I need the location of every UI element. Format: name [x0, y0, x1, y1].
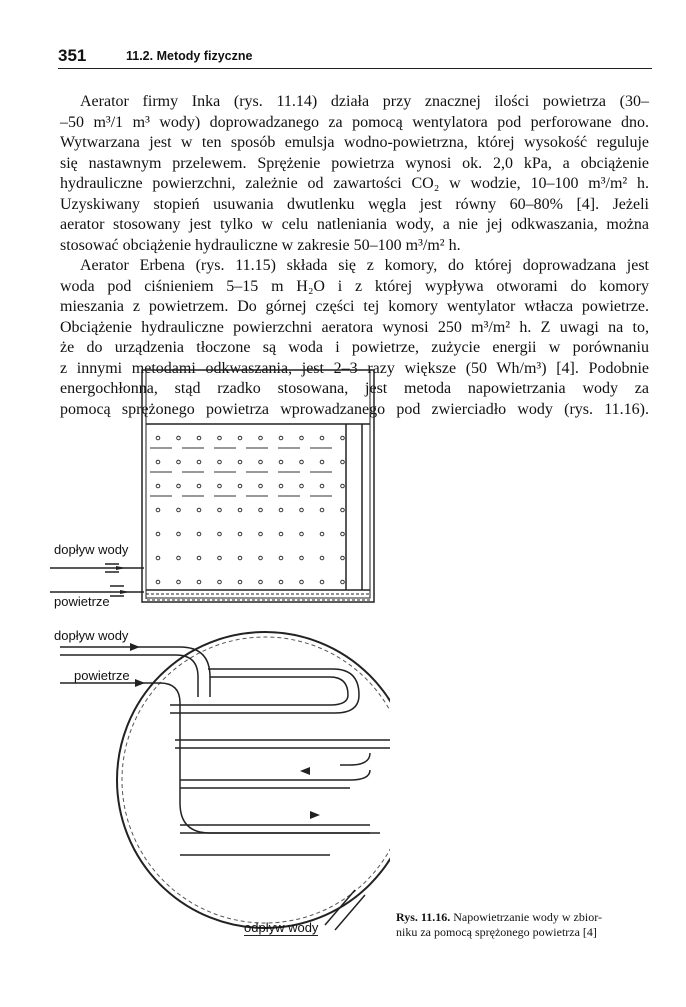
arrow-icon: [300, 767, 310, 775]
perforation-dot: [279, 532, 283, 536]
text-line: mieszania z powietrzem. Do górnej części tej komory wentylator wtłacza powietrze.: [60, 298, 649, 315]
perforation-dot: [197, 436, 201, 440]
perforation-dot: [177, 556, 181, 560]
perforation-dot: [320, 556, 324, 560]
label-water-outlet: odpływ wody: [244, 920, 319, 935]
perforation-dot: [218, 532, 222, 536]
perforation-dot: [197, 484, 201, 488]
perforation-dot: [156, 556, 160, 560]
perforation-dot: [218, 484, 222, 488]
figure-caption: [396, 910, 646, 940]
text-line: Aerator Erbena (rys. 11.15) składa się z komory, do której doprowadzana jest: [80, 257, 649, 274]
perforation-dot: [279, 484, 283, 488]
perforation-dot: [156, 580, 160, 584]
text-line: aerator stosowany jest tylko w celu natleniania wody, a nie jej odkwaszania, można: [60, 216, 649, 233]
perforation-dot: [300, 436, 304, 440]
label-water-inlet-2: dopływ wody: [54, 628, 129, 643]
caption-text: Napowietrzanie wody w zbior-: [453, 910, 602, 924]
perforation-dot: [259, 460, 263, 464]
text-line: woda pod ciśnieniem 5–15 m H₂O i z której wypływa otworami do komory: [60, 278, 649, 295]
perforation-dot: [300, 532, 304, 536]
perforation-dot: [238, 580, 242, 584]
caption-text-2: niku za pomocą sprężonego powietrza [4]: [396, 925, 597, 939]
page-number: 351: [58, 46, 87, 65]
perforation-dot: [238, 556, 242, 560]
perforation-dot: [259, 556, 263, 560]
perforation-dot: [177, 508, 181, 512]
perforation-dot: [156, 484, 160, 488]
perforation-dot: [320, 532, 324, 536]
perforation-dot: [341, 460, 345, 464]
perforation-dot: [177, 484, 181, 488]
arrow-icon: [135, 679, 145, 687]
text-line: –50 m³/1 m³ wody) doprowadzanego za pomocą wentylatora pod perforowane dno.: [60, 114, 649, 131]
perforation-dot: [279, 436, 283, 440]
text-line: pomocą sprężonego powietrza wprowadzanego pod zwierciadło wody (rys. 11.16).: [60, 401, 649, 418]
text-line: Aerator firmy Inka (rys. 11.14) działa przy znacznej ilości powietrza (30–: [80, 93, 649, 110]
text-line: Uzyskiwany stopień usuwania dwutlenku węgla jest równy 60–80% [4]. Jeżeli: [60, 196, 649, 213]
perforation-dot: [238, 460, 242, 464]
perforation-dot: [259, 436, 263, 440]
section-title: 11.2. Metody fizyczne: [126, 49, 253, 63]
text-line: się nastawnym przelewem. Sprężenie powietrza wynosi ok. 2,0 kPa, a obciążenie: [60, 155, 649, 172]
perforation-dot: [259, 532, 263, 536]
arrow-icon: [120, 590, 130, 594]
perforation-dot: [156, 508, 160, 512]
perforation-dot: [259, 484, 263, 488]
perforation-dot: [156, 460, 160, 464]
aerator-tank-diagram: [50, 368, 380, 613]
text-line: hydrauliczne powierzchni, zależnie od zawartości CO₂ w wodzie, 10–100 m³/m² h.: [60, 175, 649, 192]
perforation-dot: [197, 556, 201, 560]
perforation-dot: [259, 580, 263, 584]
perforation-dot: [320, 460, 324, 464]
perforation-dot: [300, 556, 304, 560]
perforation-dot: [320, 508, 324, 512]
perforation-dot: [177, 460, 181, 464]
perforation-dot: [218, 460, 222, 464]
perforation-dot: [259, 508, 263, 512]
perforation-dot: [197, 460, 201, 464]
perforation-dot: [156, 532, 160, 536]
perforation-dot: [341, 436, 345, 440]
perforation-dot: [156, 436, 160, 440]
caption-number: Rys. 11.16.: [396, 910, 451, 924]
perforation-dot: [300, 508, 304, 512]
label-water-inlet: dopływ wody: [54, 542, 129, 557]
perforation-dot: [279, 508, 283, 512]
perforation-dot: [218, 508, 222, 512]
arrow-icon: [130, 643, 140, 651]
perforation-dot: [341, 484, 345, 488]
perforation-dot: [197, 580, 201, 584]
perforation-dot: [320, 484, 324, 488]
perforation-dot: [177, 436, 181, 440]
perforation-dot: [341, 556, 345, 560]
perforation-dot: [300, 460, 304, 464]
perforation-dot: [238, 532, 242, 536]
text-line: Wytwarzana jest w ten sposób emulsja wodno-powietrzna, której wysokość reguluje: [60, 134, 649, 151]
perforation-dot: [341, 580, 345, 584]
page-header: [58, 46, 652, 69]
perforation-dot: [320, 580, 324, 584]
text-line: z innymi metodami odkwaszania, jest 2–3 razy większe (50 Wh/m³) [4]. Podobnie: [60, 360, 649, 377]
perforation-dot: [197, 508, 201, 512]
perforation-dot: [218, 436, 222, 440]
text-line: energochłonna, stąd rzadko stosowana, jest metoda napowietrzania wody za: [60, 380, 649, 397]
perforation-dot: [279, 460, 283, 464]
text-line: Obciążenie hydrauliczne powierzchni aeratora wynosi 250 m³/m² h. Z uwagi na to,: [60, 319, 649, 336]
perforation-dot: [177, 532, 181, 536]
text-line: stosować obciążenie hydrauliczne w zakresie 50–100 m³/m² h.: [60, 237, 461, 254]
arrow-icon: [310, 811, 320, 819]
perforation-dot: [341, 532, 345, 536]
perforation-dot: [238, 436, 242, 440]
text-line: że do urządzenia tłoczone są woda i powietrze, zużycie energii w porównaniu: [60, 339, 649, 356]
perforation-dot: [320, 436, 324, 440]
label-air-inlet: powietrze: [54, 594, 110, 609]
perforation-dot: [218, 580, 222, 584]
perforation-dot: [279, 580, 283, 584]
perforation-dot: [197, 532, 201, 536]
perforation-dot: [177, 580, 181, 584]
perforation-dot: [341, 508, 345, 512]
perforation-dot: [279, 556, 283, 560]
perforation-dot: [238, 508, 242, 512]
perforation-dot: [300, 580, 304, 584]
label-air-inlet-2: powietrze: [74, 668, 130, 683]
arrow-icon: [116, 566, 126, 570]
perforation-dot: [300, 484, 304, 488]
perforation-dot: [238, 484, 242, 488]
perforation-dot: [218, 556, 222, 560]
